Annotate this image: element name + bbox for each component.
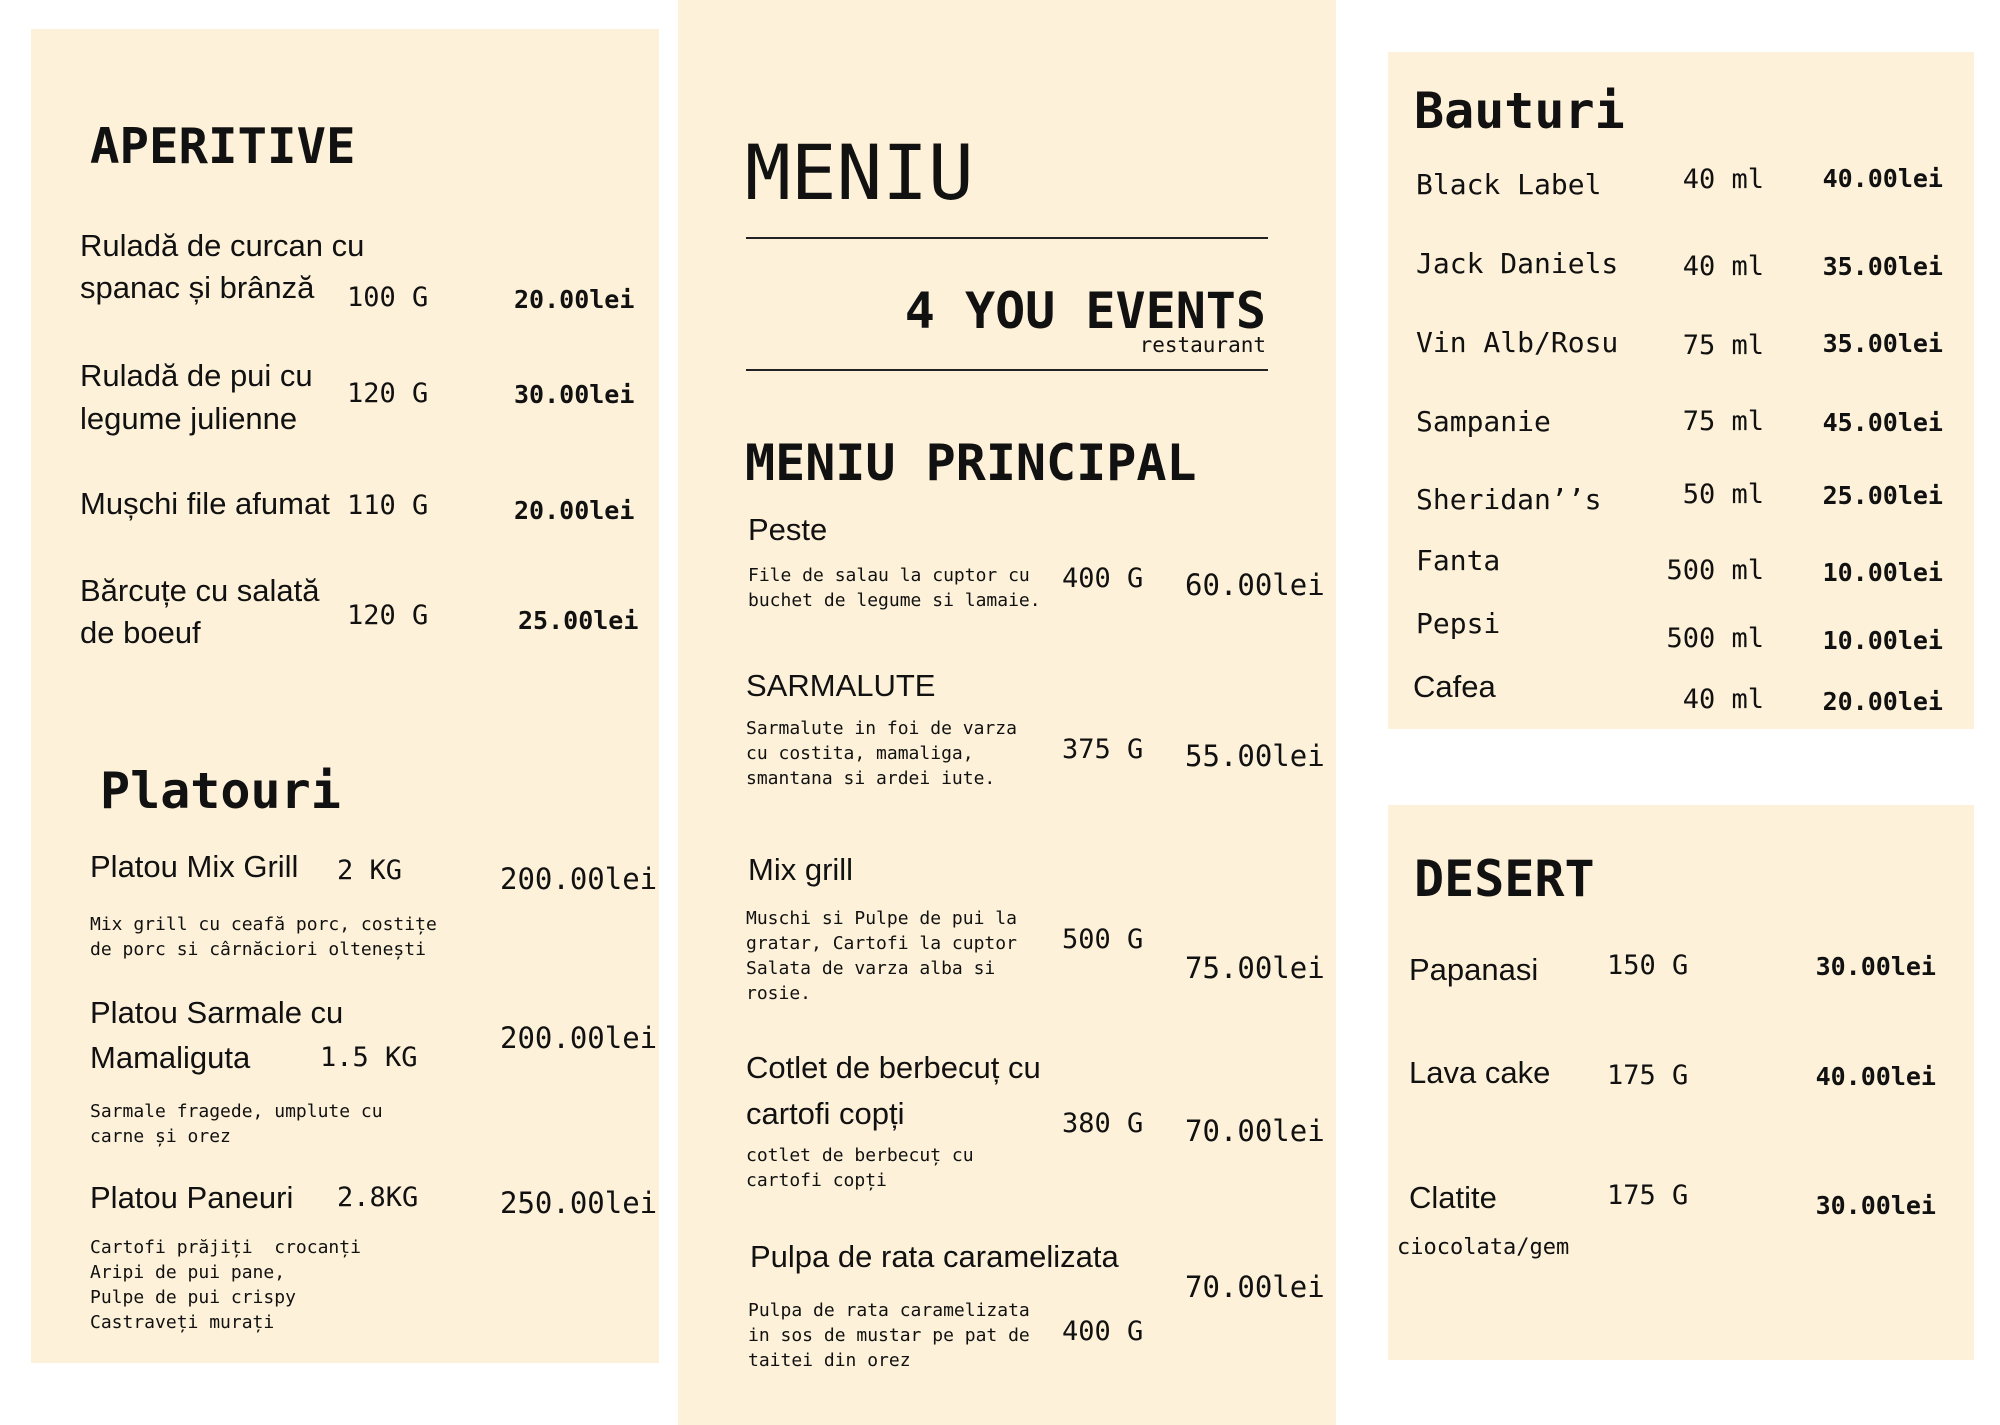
main-item-1-qty: 400 G: [1062, 563, 1144, 594]
menu-title: MENIU: [745, 128, 974, 217]
drink-1-qty: 40 ml: [1682, 164, 1764, 195]
platouri-title: Platouri: [100, 762, 341, 820]
drink-8-price: 20.00lei: [1822, 687, 1943, 716]
drink-3-name: Vin Alb/Rosu: [1416, 326, 1619, 359]
dessert-2-price: 40.00lei: [1815, 1062, 1936, 1091]
main-item-2-qty: 375 G: [1062, 734, 1144, 765]
dessert-1-qty: 150 G: [1607, 950, 1689, 981]
main-item-1-name: Peste: [748, 512, 828, 547]
platouri-item-1-price: 200.00lei: [500, 862, 658, 896]
aperitive-item-4-name: Bărcuțe cu salată: [80, 573, 320, 608]
main-item-5-desc: Pulpa de rata caramelizata in sos de mustar pe pat de taitei din orez: [748, 1300, 1030, 1371]
aperitive-item-4-qty: 120 G: [347, 600, 429, 631]
main-item-2-price: 55.00lei: [1185, 739, 1325, 773]
drink-7-name: Pepsi: [1416, 607, 1501, 640]
drink-5-price: 25.00lei: [1822, 481, 1943, 510]
drinks-title: Bauturi: [1414, 82, 1625, 140]
aperitive-item-4-price: 25.00lei: [518, 606, 639, 635]
platouri-item-1-name: Platou Mix Grill: [90, 849, 299, 884]
aperitive-item-3-name: Mușchi file afumat: [80, 486, 330, 521]
drink-4-name: Sampanie: [1416, 405, 1551, 438]
main-item-5-price: 70.00lei: [1185, 1270, 1325, 1304]
main-item-3-name: Mix grill: [748, 852, 854, 887]
main-item-4-desc: cotlet de berbecuț cu cartofi copți: [746, 1145, 974, 1191]
main-item-5-qty: 400 G: [1062, 1316, 1144, 1347]
title-divider-bottom: [746, 369, 1268, 371]
aperitive-item-3-price: 20.00lei: [514, 496, 635, 525]
aperitive-item-1-name: Ruladă de curcan cu: [80, 228, 365, 263]
platouri-item-3-price: 250.00lei: [500, 1186, 658, 1220]
aperitive-item-3-qty: 110 G: [347, 490, 429, 521]
brand-subtitle: restaurant: [1139, 333, 1266, 357]
dessert-1-name: Papanasi: [1409, 952, 1539, 987]
main-menu-title: MENIU PRINCIPAL: [745, 434, 1197, 492]
dessert-2-name: Lava cake: [1409, 1055, 1551, 1090]
main-item-3-price: 75.00lei: [1185, 951, 1325, 985]
drink-6-qty: 500 ml: [1666, 555, 1764, 586]
platouri-item-2-price: 200.00lei: [500, 1021, 658, 1055]
drink-1-name: Black Label: [1416, 168, 1602, 201]
main-item-4-name-line2: cartofi copți: [746, 1096, 905, 1131]
dessert-3-name: Clatite: [1409, 1180, 1497, 1215]
drink-5-qty: 50 ml: [1682, 479, 1764, 510]
main-item-4-qty: 380 G: [1062, 1108, 1144, 1139]
dessert-3-subtitle: ciocolata/gem: [1397, 1235, 1570, 1260]
drink-2-name: Jack Daniels: [1416, 247, 1619, 280]
aperitive-item-2-name: Ruladă de pui cu: [80, 358, 313, 393]
main-item-2-desc: Sarmalute in foi de varza cu costita, mamaliga, smantana si ardei iute.: [746, 718, 1017, 789]
drink-4-price: 45.00lei: [1822, 408, 1943, 437]
drink-6-price: 10.00lei: [1822, 558, 1943, 587]
platouri-item-2-desc: Sarmale fragede, umplute cu carne și orez: [90, 1101, 383, 1147]
platouri-item-1-qty: 2 KG: [337, 855, 403, 886]
main-item-1-price: 60.00lei: [1185, 568, 1325, 602]
platouri-item-1-desc: Mix grill cu ceafă porc, costițe de porc si cârnăciori oltenești: [90, 914, 437, 960]
aperitive-item-4-name-line2: de boeuf: [80, 615, 201, 650]
main-item-2-name: SARMALUTE: [746, 668, 936, 703]
drink-2-price: 35.00lei: [1822, 252, 1943, 281]
dessert-2-qty: 175 G: [1607, 1060, 1689, 1091]
aperitive-item-2-name-line2: legume julienne: [80, 401, 298, 436]
drink-8-name: Cafea: [1413, 669, 1496, 704]
drink-6-name: Fanta: [1416, 544, 1501, 577]
platouri-item-3-name: Platou Paneuri: [90, 1180, 294, 1215]
drink-3-qty: 75 ml: [1682, 330, 1764, 361]
aperitive-item-1-price: 20.00lei: [514, 285, 635, 314]
main-item-1-desc: File de salau la cuptor cu buchet de legume si lamaie.: [748, 565, 1041, 611]
platouri-item-3-desc: Cartofi prăjiți crocanți Aripi de pui pane, Pulpe de pui crispy Castraveți murați: [90, 1237, 361, 1333]
brand-name: 4 YOU EVENTS: [904, 282, 1266, 340]
drink-7-price: 10.00lei: [1822, 626, 1943, 655]
platouri-item-2-name: Platou Sarmale cu: [90, 995, 344, 1030]
drink-7-qty: 500 ml: [1666, 623, 1764, 654]
dessert-1-price: 30.00lei: [1815, 952, 1936, 981]
aperitive-title: APERITIVE: [90, 118, 356, 175]
main-item-4-price: 70.00lei: [1185, 1114, 1325, 1148]
drink-8-qty: 40 ml: [1682, 684, 1764, 715]
aperitive-item-1-name-line2: spanac și brânză: [80, 270, 315, 305]
dessert-3-price: 30.00lei: [1815, 1191, 1936, 1220]
drink-1-price: 40.00lei: [1822, 164, 1943, 193]
platouri-item-2-qty: 1.5 KG: [320, 1042, 418, 1073]
platouri-item-3-qty: 2.8KG: [337, 1182, 419, 1213]
dessert-3-qty: 175 G: [1607, 1180, 1689, 1211]
aperitive-item-2-price: 30.00lei: [514, 380, 635, 409]
main-item-5-name: Pulpa de rata caramelizata: [750, 1239, 1119, 1274]
drink-3-price: 35.00lei: [1822, 329, 1943, 358]
drink-4-qty: 75 ml: [1682, 406, 1764, 437]
drink-2-qty: 40 ml: [1682, 251, 1764, 282]
aperitive-item-2-qty: 120 G: [347, 378, 429, 409]
main-item-3-qty: 500 G: [1062, 924, 1144, 955]
main-item-4-name: Cotlet de berbecuț cu: [746, 1050, 1041, 1085]
drink-5-name: Sheridan’’s: [1416, 483, 1602, 516]
title-divider-top: [746, 237, 1268, 239]
dessert-title: DESERT: [1414, 850, 1595, 908]
aperitive-item-1-qty: 100 G: [347, 282, 429, 313]
main-item-3-desc: Muschi si Pulpe de pui la gratar, Cartofi la cuptor Salata de varza alba si rosie.: [746, 908, 1017, 1004]
platouri-item-2-name-line2: Mamaliguta: [90, 1040, 251, 1075]
